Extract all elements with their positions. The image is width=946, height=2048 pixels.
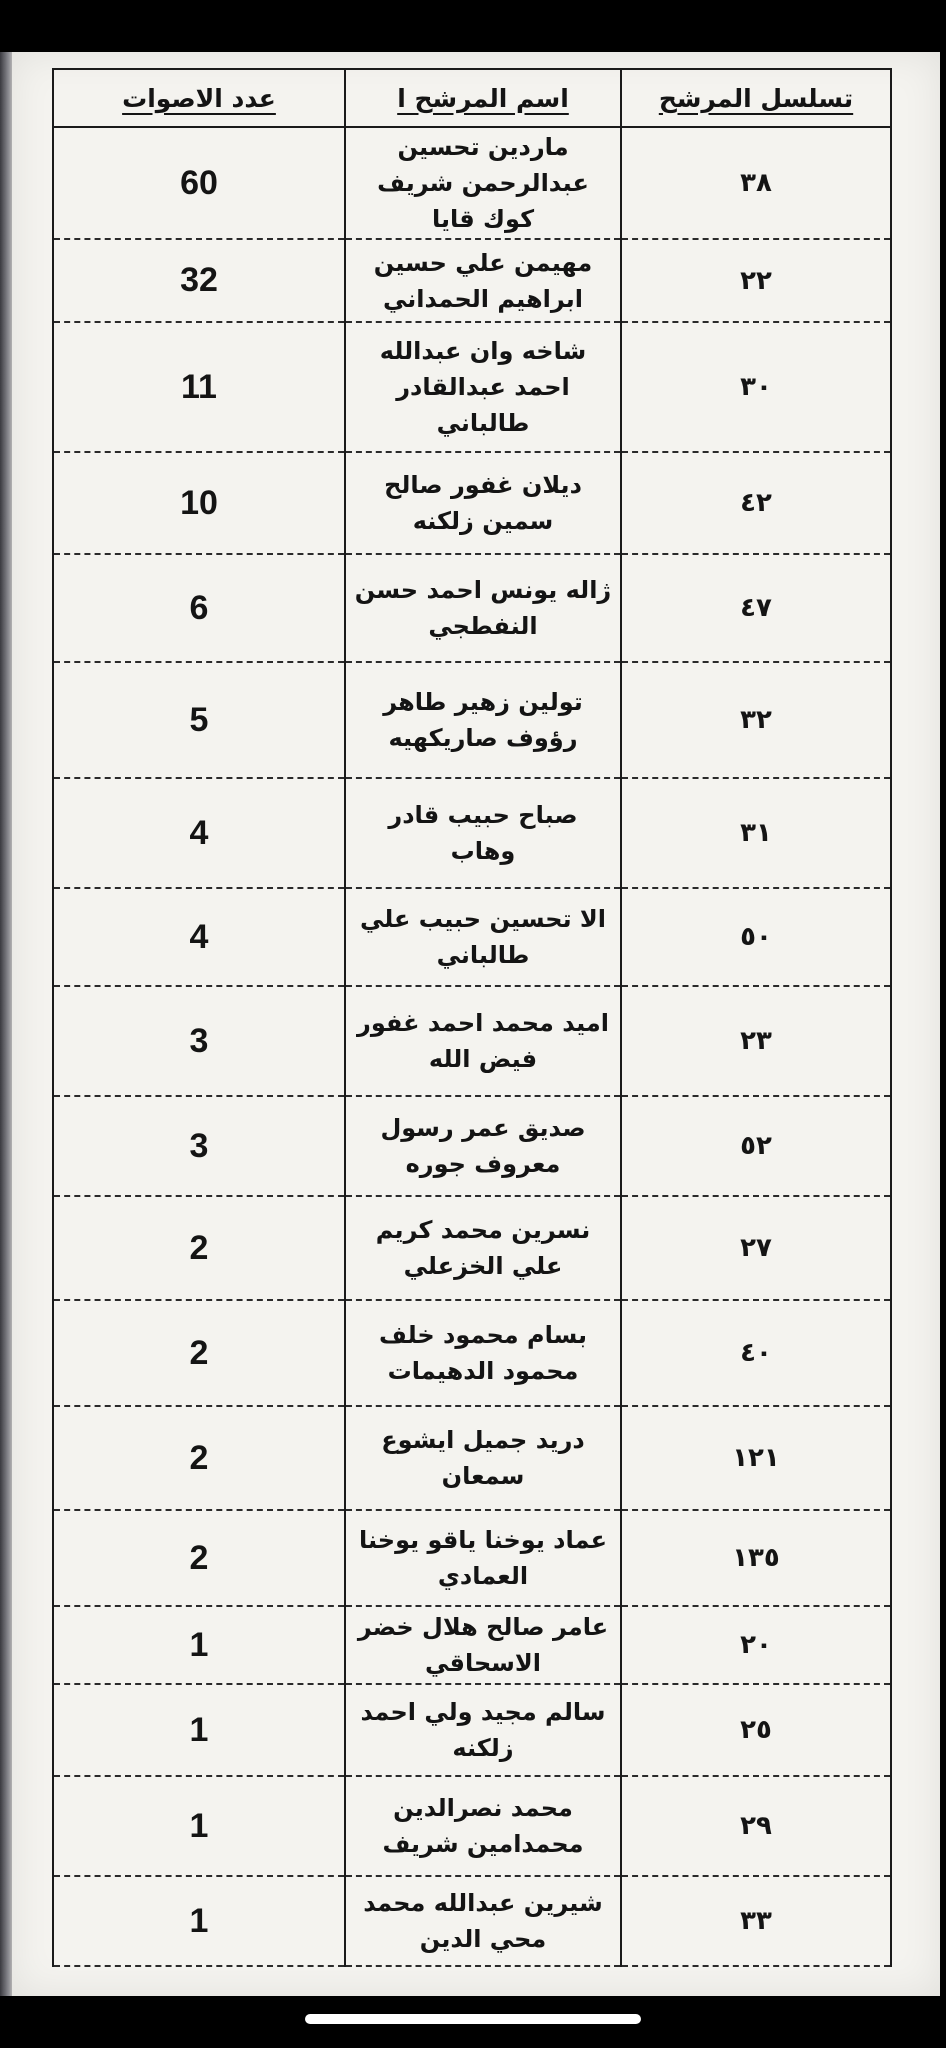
serial-cell: ٥٢: [621, 1096, 891, 1196]
name-cell: دريد جميل ايشوع سمعان: [345, 1406, 621, 1510]
name-cell: عماد يوخنا ياقو يوخنا العمادي: [345, 1510, 621, 1606]
serial-cell: ٢٧: [621, 1196, 891, 1300]
serial-cell: ٥٠: [621, 888, 891, 986]
serial-cell: ١٣٥: [621, 1510, 891, 1606]
table-row: [53, 778, 891, 888]
serial-cell: ٢٥: [621, 1684, 891, 1776]
name-cell: الا تحسين حبيب علي طالباني: [345, 888, 621, 986]
name-cell: صباح حبيب قادر وهاب: [345, 778, 621, 888]
table-row: [53, 127, 891, 239]
serial-cell: ٣٣: [621, 1876, 891, 1966]
table-row: [53, 239, 891, 322]
name-cell: اميد محمد احمد غفور فيض الله: [345, 986, 621, 1096]
name-cell: بسام محمود خلف محمود الدهيمات: [345, 1300, 621, 1406]
votes-cell: 4: [53, 778, 345, 888]
votes-cell: 2: [53, 1510, 345, 1606]
table-row: [53, 1300, 891, 1406]
name-cell: سالم مجيد ولي احمد زلكنه: [345, 1684, 621, 1776]
serial-cell: ١٢١: [621, 1406, 891, 1510]
name-cell: تولين زهير طاهر رؤوف صاريكهيه: [345, 662, 621, 778]
table-row: [53, 986, 891, 1096]
table-row: [53, 888, 891, 986]
votes-cell: 10: [53, 452, 345, 554]
votes-cell: 2: [53, 1300, 345, 1406]
header-serial: تسلسل المرشح: [621, 69, 891, 127]
serial-cell: ٢٢: [621, 239, 891, 322]
serial-cell: ٣٢: [621, 662, 891, 778]
votes-cell: 5: [53, 662, 345, 778]
serial-cell: ٣٨: [621, 127, 891, 239]
votes-cell: 6: [53, 554, 345, 662]
home-indicator[interactable]: [305, 2014, 641, 2024]
votes-cell: 3: [53, 986, 345, 1096]
name-cell: ديلان غفور صالح سمين زلكنه: [345, 452, 621, 554]
serial-cell: ٣١: [621, 778, 891, 888]
name-cell: عامر صالح هلال خضر الاسحاقي: [345, 1606, 621, 1684]
table-row: [53, 1876, 891, 1966]
votes-cell: 32: [53, 239, 345, 322]
votes-cell: 2: [53, 1196, 345, 1300]
table-row: [53, 662, 891, 778]
serial-cell: ٤٢: [621, 452, 891, 554]
votes-cell: 11: [53, 322, 345, 452]
results-table: [52, 68, 892, 1967]
name-cell: صديق عمر رسول معروف جوره: [345, 1096, 621, 1196]
serial-cell: ٢٠: [621, 1606, 891, 1684]
votes-cell: 2: [53, 1406, 345, 1510]
table-row: [53, 1776, 891, 1876]
table-row: [53, 1096, 891, 1196]
serial-cell: ٤٠: [621, 1300, 891, 1406]
table-row: [53, 1684, 891, 1776]
header-votes: عدد الاصوات: [53, 69, 345, 127]
name-cell: شيرين عبدالله محمد محي الدين: [345, 1876, 621, 1966]
table-row: [53, 1196, 891, 1300]
name-cell: مهيمن علي حسين ابراهيم الحمداني: [345, 239, 621, 322]
name-cell: ماردين تحسين عبدالرحمن شريف كوك قايا: [345, 127, 621, 239]
table-row: [53, 322, 891, 452]
table-row: [53, 1606, 891, 1684]
table-row: [53, 452, 891, 554]
serial-cell: ٣٠: [621, 322, 891, 452]
table-row: [53, 554, 891, 662]
table-row: [53, 1510, 891, 1606]
serial-cell: ٢٣: [621, 986, 891, 1096]
serial-cell: ٤٧: [621, 554, 891, 662]
votes-cell: 1: [53, 1606, 345, 1684]
table-row: [53, 1406, 891, 1510]
name-cell: ژاله يونس احمد حسن النفطجي: [345, 554, 621, 662]
name-cell: شاخه وان عبدالله احمد عبدالقادر طالباني: [345, 322, 621, 452]
votes-cell: 3: [53, 1096, 345, 1196]
votes-cell: 1: [53, 1684, 345, 1776]
name-cell: محمد نصرالدين محمدامين شريف: [345, 1776, 621, 1876]
name-cell: نسرين محمد كريم علي الخزعلي: [345, 1196, 621, 1300]
votes-cell: 1: [53, 1776, 345, 1876]
votes-cell: 4: [53, 888, 345, 986]
votes-cell: 1: [53, 1876, 345, 1966]
header-name: اسم المرشح ا: [345, 69, 621, 127]
header-row: [53, 69, 891, 127]
votes-cell: 60: [53, 127, 345, 239]
serial-cell: ٢٩: [621, 1776, 891, 1876]
